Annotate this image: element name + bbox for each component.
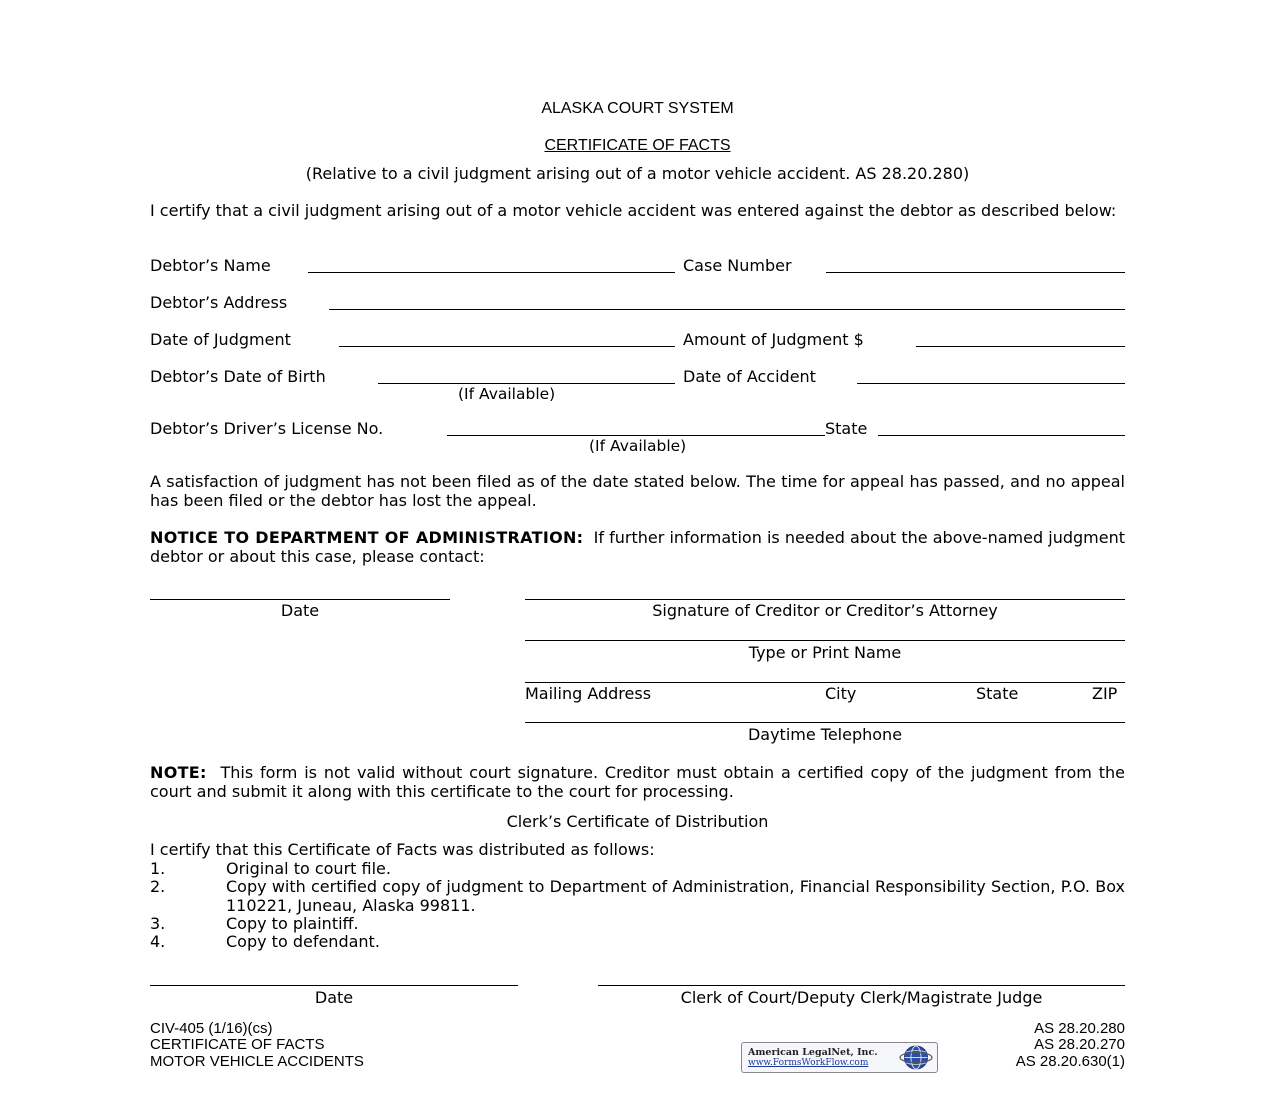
notice-label: NOTICE TO DEPARTMENT OF ADMINISTRATION: [150,528,584,547]
statute-reference: AS 28.20.280 [1034,1020,1125,1037]
notice-paragraph [150,528,1125,566]
drivers-license-field[interactable] [447,435,825,436]
license-state-field[interactable] [878,435,1125,436]
print-name-field[interactable] [525,640,1125,641]
footer-form-subject: MOTOR VEHICLE ACCIDENTS [150,1053,364,1070]
zip-label: ZIP [1092,684,1118,703]
american-legalnet-logo [741,1042,938,1073]
debtor-name-field[interactable] [308,272,675,273]
logo-company-name: American LegalNet, Inc. [748,1047,878,1058]
form-number: CIV-405 (1/16)(cs) [150,1020,273,1037]
date-of-judgment-label: Date of Judgment [150,330,291,349]
footer-form-title: CERTIFICATE OF FACTS [150,1036,325,1053]
creditor-signature-field[interactable] [525,599,1125,600]
date-of-accident-field[interactable] [857,383,1125,384]
print-name-label: Type or Print Name [748,643,902,662]
note-paragraph [150,763,1125,801]
debtor-dob-field[interactable] [378,383,675,384]
distribution-item-text: Copy with certified copy of judgment to Department of Administration, Financial Responsibility Section, P.O. Box 110221, Juneau, Alaska 99811. [226,877,1125,915]
mailing-address-field[interactable] [525,682,1125,683]
clerk-date-field[interactable] [150,985,518,986]
amount-of-judgment-label: Amount of Judgment $ [683,330,864,349]
date-of-accident-label: Date of Accident [683,367,816,386]
debtor-dob-label: Debtor’s Date of Birth [150,367,326,386]
debtor-name-label: Debtor’s Name [150,256,271,275]
note-text: This form is not valid without court signature. Creditor must obtain a certified copy of the judgment from the court and submit it along with this certificate to the court for processing. [150,763,1126,801]
date-of-judgment-field[interactable] [339,346,675,347]
distribution-item-text: Copy to plaintiff. [226,914,359,933]
dob-if-available-note: (If Available) [458,385,556,403]
distribution-item-text: Copy to defendant. [226,932,380,951]
case-number-label: Case Number [683,256,792,275]
telephone-label: Daytime Telephone [747,725,903,744]
distribution-intro: I certify that this Certificate of Facts was distributed as follows: [150,840,655,859]
form-subtitle: (Relative to a civil judgment arising out of a motor vehicle accident. AS 28.20.280) [305,164,970,183]
clerk-signature-field[interactable] [598,985,1125,986]
license-if-available-note: (If Available) [589,437,687,455]
notice-text: If further information is needed about the above-named judgment debtor or about this case, please contact: [150,528,1125,566]
distribution-item-number: 4. [150,932,166,951]
distribution-item-number: 1. [150,859,166,878]
logo-url[interactable]: www.FormsWorkFlow.com [748,1058,869,1068]
mailing-address-label: Mailing Address [525,684,652,703]
statute-reference: AS 28.20.270 [1034,1036,1125,1053]
distribution-item-text: Original to court file. [226,859,391,878]
distribution-heading: Clerk’s Certificate of Distribution [506,812,769,831]
amount-of-judgment-field[interactable] [916,346,1125,347]
distribution-item-number: 3. [150,914,166,933]
distribution-item-number: 2. [150,877,166,896]
clerk-signature-label: Clerk of Court/Deputy Clerk/Magistrate Judge [680,988,1043,1007]
state-label: State [976,684,1019,703]
statute-reference: AS 28.20.630(1) [1015,1053,1125,1070]
drivers-license-label: Debtor’s Driver’s License No. [150,419,384,438]
case-number-field[interactable] [826,272,1125,273]
telephone-field[interactable] [525,722,1125,723]
intro-text: I certify that a civil judgment arising out of a motor vehicle accident was entered against the debtor as described below: [150,201,1117,220]
creditor-signature-label: Signature of Creditor or Creditor’s Attorney [652,601,998,620]
creditor-date-field[interactable] [150,599,450,600]
form-title: CERTIFICATE OF FACTS [544,137,731,154]
court-name: ALASKA COURT SYSTEM [541,100,734,117]
creditor-date-label: Date [280,601,320,620]
clerk-date-label: Date [314,988,354,1007]
city-label: City [825,684,857,703]
license-state-label: State [825,419,868,438]
debtor-address-field[interactable] [329,309,1125,310]
debtor-address-label: Debtor’s Address [150,293,288,312]
note-label: NOTE: [150,763,207,782]
satisfaction-text: A satisfaction of judgment has not been filed as of the date stated below. The time for appeal has passed, and no appeal has been filed or the debtor has lost the appeal. [150,472,1125,510]
